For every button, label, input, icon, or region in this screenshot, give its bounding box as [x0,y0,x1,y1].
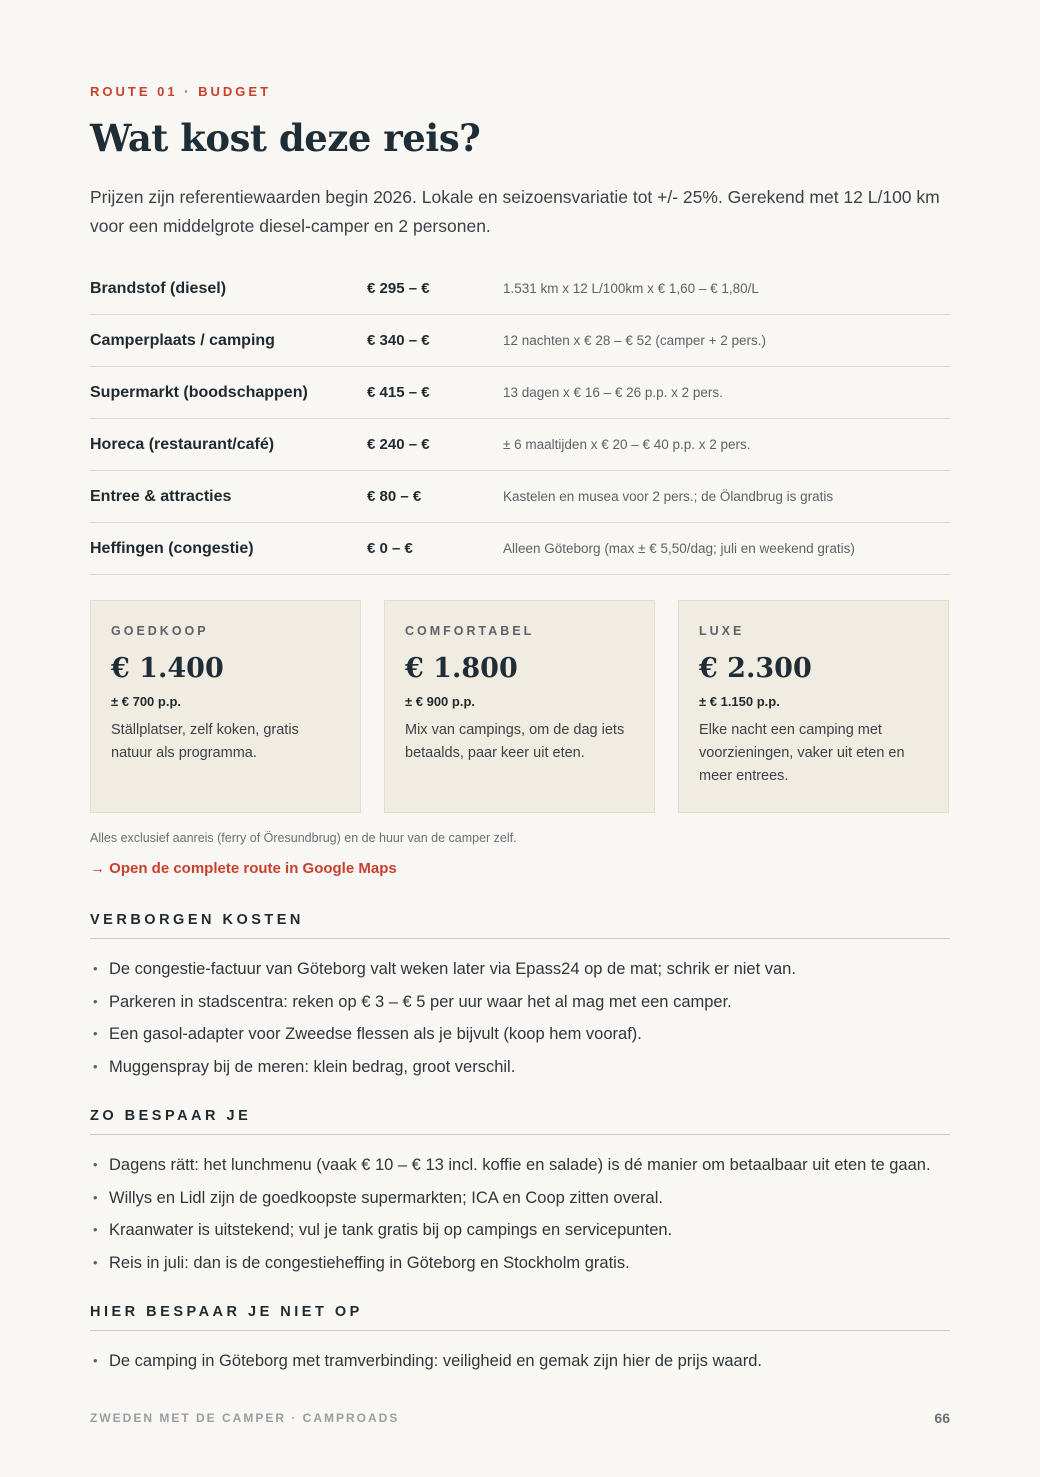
cost-note: Alleen Göteborg (max ± € 5,50/dag; juli en weekend gratis) [503,541,855,556]
list-item: • De camping in Göteborg met tramverbinding: veiligheid en gemak zijn hier de prijs waard. [90,1345,950,1378]
cost-row [90,523,950,575]
cost-row [90,315,950,367]
tier-name: COMFORTABEL [405,624,535,638]
cost-note: 12 nachten x € 28 – € 52 (camper + 2 pers.) [503,333,767,348]
list-item: • Een gasol-adapter voor Zweedse flessen als je bijvult (koop hem vooraf). [90,1018,950,1051]
tier-card-luxe [678,600,949,813]
tier-per-person: ± € 900 p.p. [405,694,475,709]
cost-label: Supermarkt (boodschappen) [90,383,308,401]
tier-price: € 1.800 [405,653,518,684]
cost-amount: € 415 – € [367,384,430,401]
footnote: Alles exclusief aanreis (ferry of Öresundbrug) en de huur van de camper zelf. [90,831,517,845]
cost-label: Entree & attracties [90,487,232,505]
cost-note: Kastelen en musea voor 2 pers.; de Ölandbrug is gratis [503,489,834,504]
tier-price: € 1.400 [111,653,224,684]
tier-card-goedkoop [90,600,361,813]
cost-note: 1.531 km x 12 L/100km x € 1,60 – € 1,80/L [503,281,759,296]
tier-card-comfortabel [384,600,655,813]
list-item: • Willys en Lidl zijn de goedkoopste supermarkten; ICA en Coop zitten overal. [90,1182,950,1215]
tier-name: GOEDKOOP [111,624,209,638]
list-item: • Kraanwater is uitstekend; vul je tank gratis bij op campings en servicepunten. [90,1214,950,1247]
bullet-list [90,1345,950,1378]
cost-label: Brandstof (diesel) [90,279,227,297]
tier-price: € 2.300 [699,653,812,684]
cost-amount: € 240 – € [367,436,430,453]
bullet-list [90,1149,950,1279]
cost-note: 13 dagen x € 16 – € 26 p.p. x 2 pers. [503,385,723,400]
section-heading: VERBORGEN KOSTEN [90,912,950,939]
tier-name: LUXE [699,624,745,638]
section-dont-save [90,1304,950,1378]
cost-table [90,263,950,575]
intro-paragraph: Prijzen zijn referentiewaarden begin 2026. Lokale en seizoensvariatie tot +/- 25%. Gerekend met 12 L/100 km voor een middelgrote diesel-camper en 2 personen. [90,187,940,236]
cost-amount: € 0 – € [367,540,413,557]
cost-amount: € 295 – € [367,280,430,297]
list-item: • Parkeren in stadscentra: reken op € 3 – € 5 per uur waar het al mag met een camper. [90,986,950,1019]
section-heading: ZO BESPAAR JE [90,1108,950,1135]
tier-per-person: ± € 1.150 p.p. [699,694,780,709]
list-item: • De congestie-factuur van Göteborg valt weken later via Epass24 op de mat; schrik er niet van. [90,953,950,986]
budget-tiers [90,600,950,813]
cost-label: Horeca (restaurant/café) [90,435,275,453]
google-maps-link[interactable]: → Open de complete route in Google Maps [90,860,397,877]
cost-row [90,419,950,471]
cost-label: Heffingen (congestie) [90,539,254,557]
list-item: • Reis in juli: dan is de congestieheffing in Göteborg en Stockholm gratis. [90,1247,950,1280]
cost-label: Camperplaats / camping [90,331,275,349]
tier-description: Elke nacht een camping met voorzieningen, vaker uit eten en meer entrees. [699,722,905,784]
cost-row [90,367,950,419]
bullet-list [90,953,950,1083]
section-hidden-costs [90,912,950,1083]
tier-description: Ställplatser, zelf koken, gratis natuur als programma. [111,722,299,761]
page-title: Wat kost deze reis? [90,116,481,160]
cost-row [90,471,950,523]
page-number: 66 [934,1410,950,1426]
footer-publication: ZWEDEN MET DE CAMPER · CAMPROADS [90,1411,400,1425]
cost-note: ± 6 maaltijden x € 20 – € 40 p.p. x 2 pers. [503,437,751,452]
section-heading: HIER BESPAAR JE NIET OP [90,1304,950,1331]
cost-amount: € 80 – € [367,488,422,505]
tier-per-person: ± € 700 p.p. [111,694,181,709]
list-item: • Dagens rätt: het lunchmenu (vaak € 10 – € 13 incl. koffie en salade) is dé manier om betaalbaar uit eten te gaan. [90,1149,950,1182]
cost-amount: € 340 – € [367,332,430,349]
list-item: • Muggenspray bij de meren: klein bedrag, groot verschil. [90,1051,950,1084]
cost-row [90,263,950,315]
tier-description: Mix van campings, om de dag iets betaalds, paar keer uit eten. [405,722,625,761]
section-save [90,1108,950,1279]
eyebrow: ROUTE 01 · BUDGET [90,84,272,99]
